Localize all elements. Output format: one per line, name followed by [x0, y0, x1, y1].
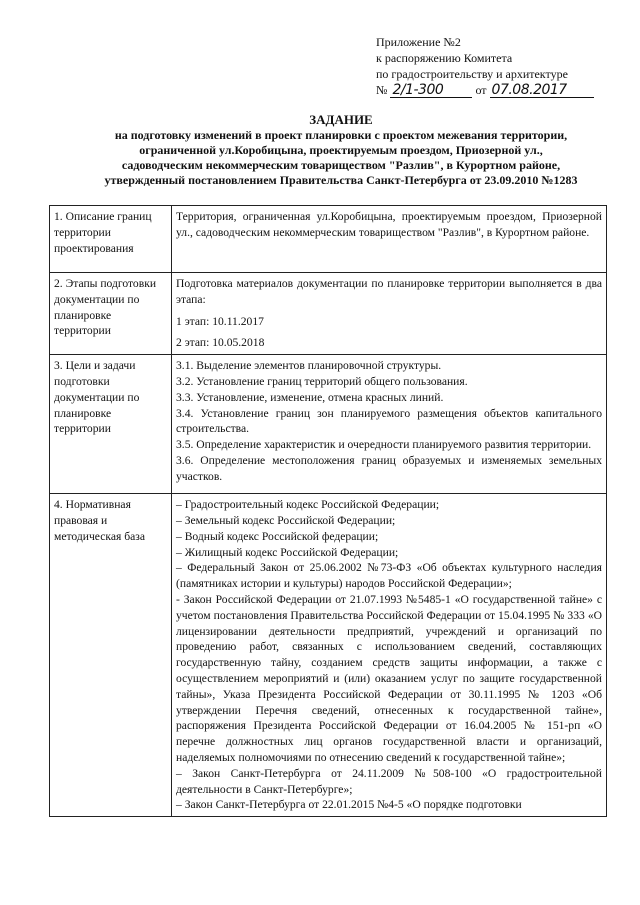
list-item: - Закон Российской Федерации от 21.07.1993 №5485-1 «О государственной тайне» с учетом постановления Правительства Российской Федерации от 15.04.1995 № 333 «О лицензировании деятельности предприятий, учреждений и организаций по проведению работ, связанных с использованием сведений, составляющих государственную тайну, созданием средств защиты информации, а также с осуществлением мероприятий и (или) оказанием услуг по защите государственной тайны», Указа Президента Российской Федерации от 30.11.1995 № 1203 «Об утверждении Перечня сведений, отнесенных к государственной тайне», распоряжения Президента Российской Федерации от 16.04.2005 № 151-рп «О перечне должностных лиц органов государственной власти и организаций, наделяемых полномочиями по отнесению сведений к государственной тайне»; [176, 592, 602, 764]
title-line-2: ограниченной ул.Коробицына, проектируемым проездом, Приозерной ул., [139, 143, 543, 157]
list-item: 3.1. Выделение элементов планировочной структуры. [176, 359, 442, 373]
title-line-4: утвержденный постановлением Правительства Санкт-Петербурга от 23.09.2010 №1283 [104, 173, 578, 187]
row-label: 2. Этапы подготовки документации по планировке территории [50, 273, 172, 355]
row-content: Территория, ограниченная ул.Коробицына, проектируемым проездом, Приозерной ул., садоводческим некоммерческим товариществом "Разлив", в Курортном районе. [172, 206, 607, 273]
title-line-1: на подготовку изменений в проект планировки с проектом межевания территории, [114, 128, 568, 142]
appendix-number-line [376, 82, 626, 98]
list-item: 3.6. Определение местоположения границ образуемых и изменяемых земельных участков. [176, 453, 602, 483]
row-label: 1. Описание границ территории проектирования [50, 206, 172, 273]
appendix-line-3: по градостроительству и архитектуре [376, 67, 568, 81]
table-row [50, 494, 607, 817]
appendix-line-1: Приложение №2 [376, 35, 461, 49]
list-item: – Водный кодекс Российской федерации; [176, 529, 379, 543]
row-content [172, 355, 607, 494]
title-line-3: садоводческим некоммерческим товариществом "Разлив", в Курортном районе, [121, 158, 561, 172]
document-title [60, 112, 622, 188]
list-item: 3.4. Установление границ зон планируемого размещения объектов капитального строительства. [176, 406, 602, 436]
stage-1: 1 этап: 10.11.2017 [176, 314, 264, 328]
order-number: 2/1-300 [390, 83, 472, 98]
table-row [50, 206, 607, 273]
row-label: 3. Цели и задачи подготовки документации по планировке территории [50, 355, 172, 494]
appendix-line-2: к распоряжению Комитета [376, 51, 513, 65]
list-item: – Закон Санкт-Петербурга от 24.11.2009 №508-100 «О градостроительной деятельности в Санкт-Петербурге»; [176, 766, 602, 796]
list-item: 3.5. Определение характеристик и очередности планируемого развития территории. [176, 438, 592, 452]
list-item: – Земельный кодекс Российской Федерации; [176, 513, 396, 527]
task-table [49, 205, 607, 817]
table-row [50, 273, 607, 355]
stage-2: 2 этап: 10.05.2018 [176, 336, 265, 350]
list-item: – Градостроительный кодекс Российской Федерации; [176, 498, 440, 512]
table-row [50, 355, 607, 494]
list-item: – Жилищный кодекс Российской Федерации; [176, 545, 399, 559]
list-item: 3.3. Установление, изменение, отмена красных линий. [176, 390, 444, 404]
row-label: 4. Нормативная правовая и методическая база [50, 494, 172, 817]
title-heading: ЗАДАНИЕ [309, 112, 373, 127]
list-item: 3.2. Установление границ территорий общего пользования. [176, 374, 468, 388]
number-prefix: № [376, 83, 388, 97]
stages-intro: Подготовка материалов документации по планировке территории выполняется в два этапа: [176, 277, 602, 306]
appendix-header [376, 34, 626, 98]
row-content [172, 494, 607, 817]
order-date: 07.08.2017 [490, 83, 594, 98]
list-item: – Закон Санкт-Петербурга от 22.01.2015 №4-5 «О порядке подготовки [176, 798, 522, 812]
row-content [172, 273, 607, 355]
date-prefix: от [475, 83, 487, 97]
list-item: – Федеральный Закон от 25.06.2002 №73-ФЗ «Об объектах культурного наследия (памятниках истории и культуры) народов Российской Федерации»; [176, 561, 602, 591]
